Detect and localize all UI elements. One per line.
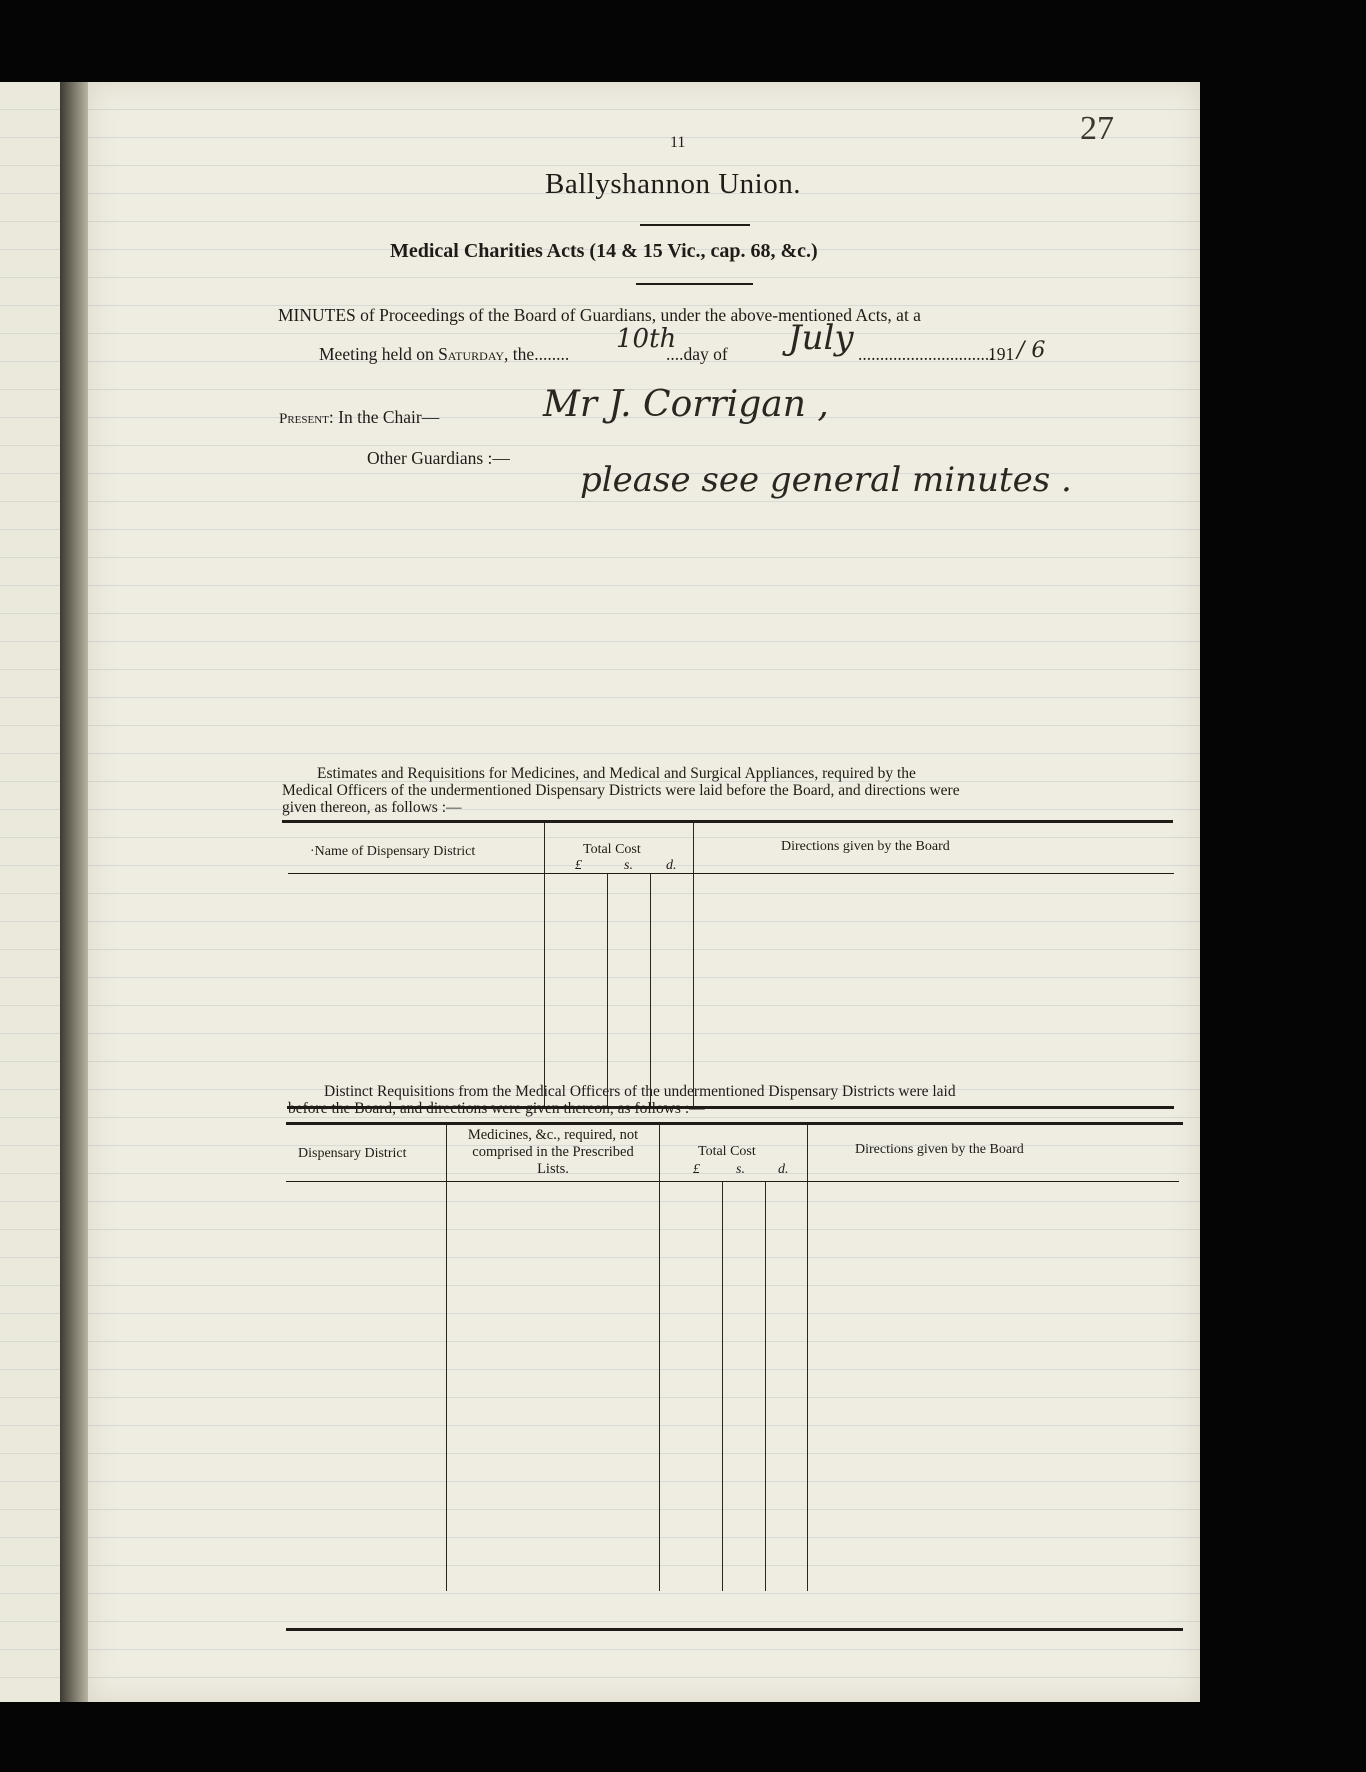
saturday-label: Saturday (438, 344, 505, 364)
title-rule (640, 224, 750, 226)
table1-header-rule (288, 873, 1174, 874)
year-handwritten: / 6 (1017, 338, 1046, 363)
table1-header-shillings: s. (624, 858, 633, 873)
dots-3: ............................... (858, 344, 994, 364)
chair-label: : In the Chair— (328, 407, 440, 427)
present-label: Present (279, 411, 329, 427)
day-of-label: ....day of (666, 344, 728, 364)
other-guardians-label: Other Guardians :— (367, 448, 510, 468)
table2-header-directions: Directions given by the Board (855, 1142, 1024, 1157)
table2-top-rule (286, 1122, 1183, 1125)
table1-header-district: ·Name of Dispensary District (310, 844, 476, 859)
month-handwritten: July (788, 318, 854, 358)
printed-page-number: 11 (670, 134, 686, 151)
table2-header-pounds: £ (693, 1162, 700, 1177)
table2-header-district: Dispensary District (298, 1146, 407, 1161)
present-line (279, 407, 439, 428)
register-page (88, 82, 1200, 1702)
year-printed: 191 (988, 344, 1015, 364)
table1-col-divider-4 (693, 823, 694, 1108)
table2-col-divider-4 (765, 1182, 766, 1591)
table2-header-total: Total Cost (698, 1144, 756, 1159)
section2-intro-2: before the Board, and directions were given thereon, as follows :— (288, 1100, 705, 1117)
table1-header-pounds: £ (575, 858, 582, 873)
the-label: , the (504, 344, 535, 364)
table2-col-divider-3 (722, 1182, 723, 1591)
table2-header-medicines: Medicines, &c., required, not comprised in the Prescribed Lists. (467, 1127, 639, 1177)
page-subtitle: Medical Charities Acts (14 & 15 Vic., cap. 68, &c.) (390, 240, 818, 262)
table2-bottom-rule (286, 1628, 1183, 1631)
stamped-page-number: 27 (1080, 110, 1114, 147)
section1-intro-1: Estimates and Requisitions for Medicines, and Medical and Surgical Appliances, required by the (317, 765, 916, 782)
table2-header-pence: d. (778, 1162, 789, 1177)
meeting-line (319, 344, 569, 365)
section2-intro-1: Distinct Requisitions from the Medical Officers of the undermentioned Dispensary Districts were laid (324, 1083, 956, 1100)
minutes-line-1: MINUTES of Proceedings of the Board of Guardians, under the above-mentioned Acts, at a (278, 305, 921, 325)
table1-header-directions: Directions given by the Board (781, 839, 950, 854)
book-gutter (60, 82, 88, 1702)
table1-header-total: Total Cost (583, 842, 641, 857)
section1-intro-2: Medical Officers of the undermentioned Dispensary Districts were laid before the Board, and directions were (282, 782, 960, 799)
table2-header-shillings: s. (736, 1162, 745, 1177)
table1-col-divider-1 (544, 823, 545, 1108)
table2-col-divider-1 (446, 1125, 447, 1591)
table2-col-divider-2 (659, 1125, 660, 1591)
subtitle-rule (636, 283, 753, 285)
page-title: Ballyshannon Union. (545, 168, 801, 200)
section1-intro-3: given thereon, as follows :— (282, 799, 462, 816)
dots-1: ........ (534, 344, 570, 364)
table1-header-pence: d. (666, 858, 677, 873)
table1-top-rule (282, 820, 1173, 823)
table1-col-divider-3 (650, 874, 651, 1108)
table1-col-divider-2 (607, 874, 608, 1108)
table2-header-rule (286, 1181, 1179, 1182)
other-guardians-handwritten: please see general minutes . (580, 460, 1072, 500)
chair-handwritten: Mr J. Corrigan , (543, 384, 829, 425)
table2-col-divider-5 (807, 1125, 808, 1591)
day-handwritten: 10th (616, 324, 677, 354)
meeting-prefix: Meeting held on (319, 344, 434, 364)
